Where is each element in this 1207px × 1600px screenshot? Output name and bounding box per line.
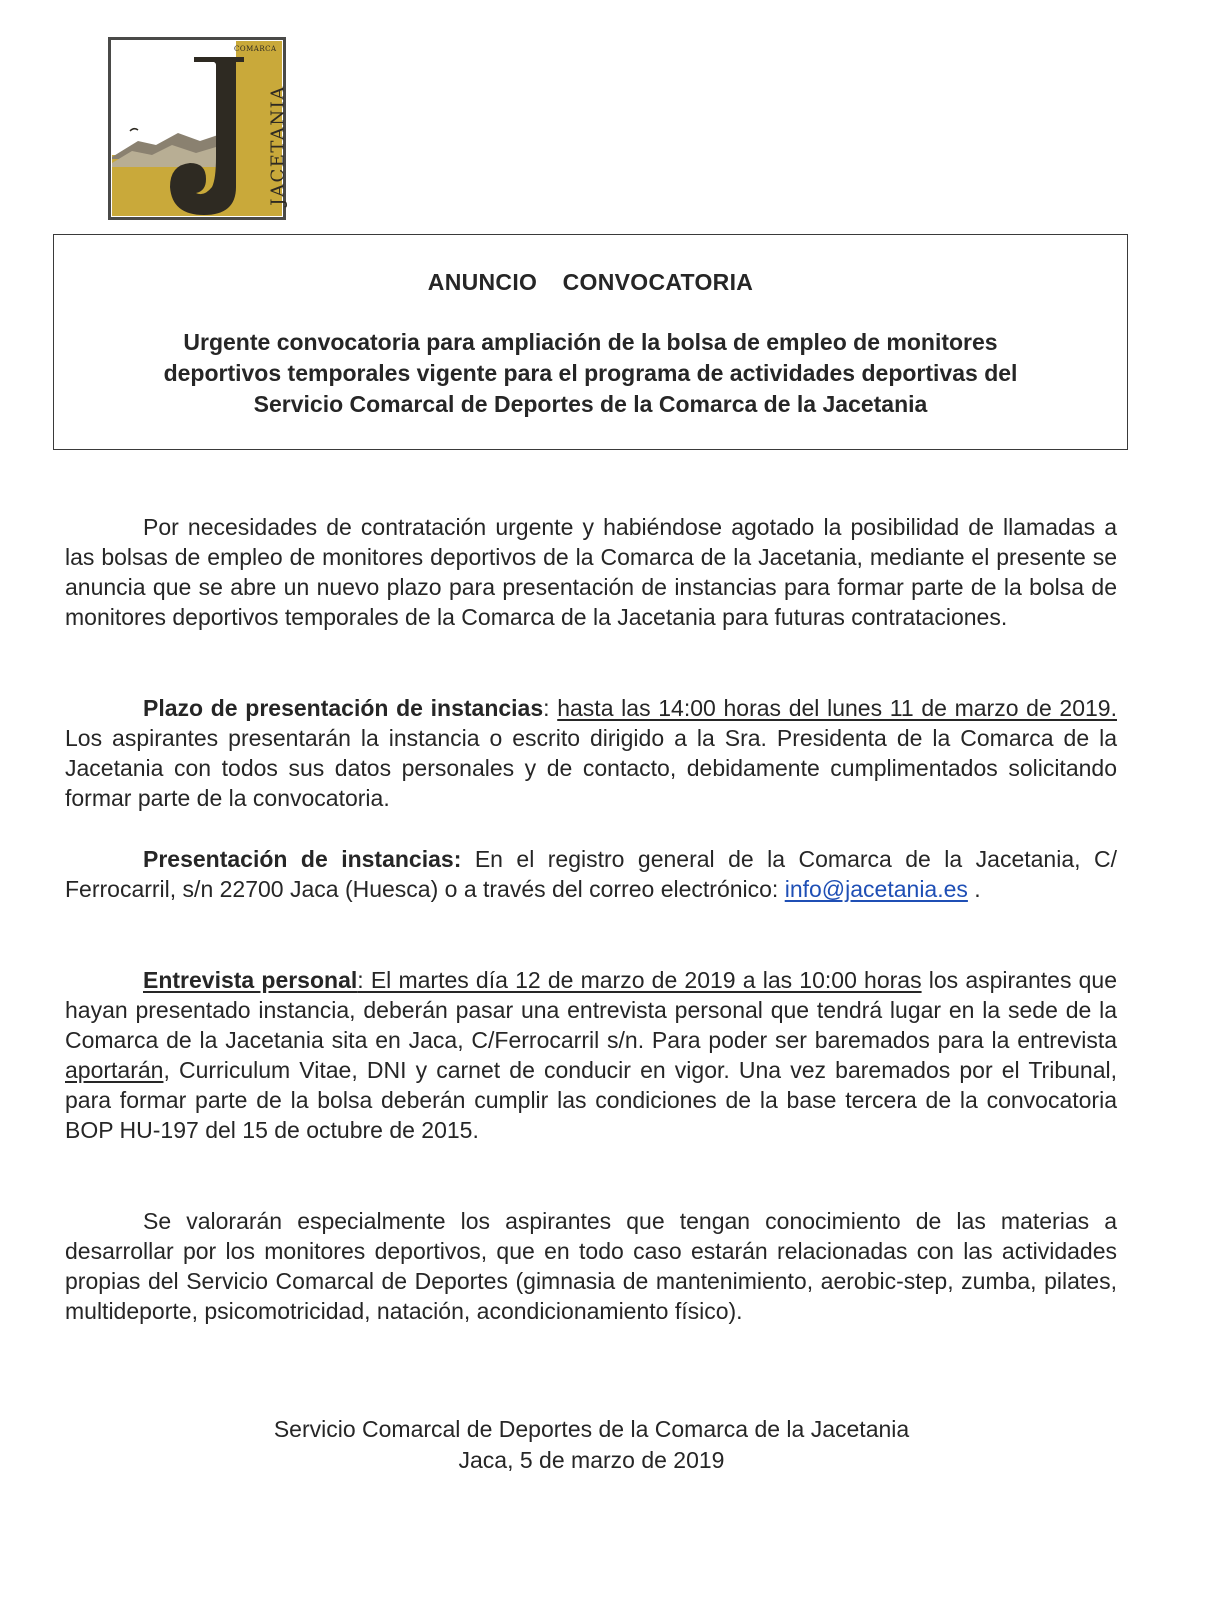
announcement-title: ANUNCIO CONVOCATORIA (427, 269, 754, 295)
announcement-header-box (53, 234, 1128, 450)
interview-date: : El martes día 12 de marzo de 2019 a las 10:00 horas (357, 967, 922, 993)
deadline-colon: : (543, 695, 558, 721)
deadline-text: Los aspirantes presentarán la instancia o escrito dirigido a la Sra. Presidenta de la Comarca de la Jacetania con todos sus datos personales y de contacto, debidamente cumplimentados solicitando formar parte de la convocatoria. (65, 725, 1117, 811)
announcement-subtitle (84, 327, 1097, 420)
signature-date: Jaca, 5 de marzo de 2019 (458, 1447, 725, 1473)
deadline-date: hasta las 14:00 horas del lunes 11 de marzo de 2019. (557, 695, 1117, 721)
submission-text: En el registro general de la Comarca de la Jacetania, C/ Ferrocarril, s/n 22700 Jaca (Huesca) o a través del correo electrónico: (65, 846, 1117, 902)
signature-line-1: Servicio Comarcal de Deportes de la Comarca de la Jacetania (273, 1416, 910, 1442)
subtitle-line-2: deportivos temporales vigente para el programa de actividades deportivas del (163, 360, 1018, 386)
submission-paragraph (65, 844, 1117, 904)
comarca-jacetania-logo (108, 37, 289, 220)
interview-label: Entrevista personal (143, 967, 358, 993)
interview-text-a: los aspirantes que hayan presentado instancia, deberán pasar una entrevista personal que tendrá lugar en la sede de la Comarca de la Jacetania sita en Jaca, C/Ferrocarril s/n. Para poder ser baremados para la entrevista (65, 967, 1117, 1053)
interview-paragraph (65, 965, 1117, 1145)
logo-small-text: COMARCA (234, 45, 277, 53)
submission-label: Presentación de instancias: (143, 846, 462, 872)
deadline-paragraph (65, 693, 1117, 813)
intro-paragraph: Por necesidades de contratación urgente y habiéndose agotado la posibilidad de llamadas a las bolsas de empleo de monitores deportivos de la Comarca de la Jacetania, mediante el presente se anuncia que se abre un nuevo plazo para presentación de instancias para formar parte de la bolsa de monitores deportivos temporales de la Comarca de la Jacetania para futuras contrataciones. (65, 514, 1117, 630)
deadline-label: Plazo de presentación de instancias (143, 695, 544, 721)
valuation-paragraph: Se valorarán especialmente los aspirantes que tengan conocimiento de las materias a desarrollar por los monitores deportivos, que en todo caso estarán relacionadas con las actividades propias del Servicio Comarcal de Deportes (gimnasia de mantenimiento, aerobic-step, zumba, pilates, multideporte, psicomotricidad, natación, acondicionamiento físico). (65, 1208, 1117, 1324)
subtitle-line-3: Servicio Comarcal de Deportes de la Comarca de la Jacetania (253, 391, 928, 417)
signature-block (0, 1414, 1183, 1476)
email-link[interactable]: info@jacetania.es (784, 876, 968, 902)
submission-end: . (967, 876, 981, 902)
logo-vertical-text: JACETANIA (267, 85, 289, 206)
interview-aportaran: aportarán (65, 1057, 164, 1083)
subtitle-line-1: Urgente convocatoria para ampliación de la bolsa de empleo de monitores (183, 329, 998, 355)
interview-text-b: , Curriculum Vitae, DNI y carnet de conducir en vigor. Una vez baremados por el Tribunal, para formar parte de la bolsa deberán cumplir las condiciones de la base tercera de la convocatoria BOP HU-197 del 15 de octubre de 2015. (65, 1057, 1117, 1143)
